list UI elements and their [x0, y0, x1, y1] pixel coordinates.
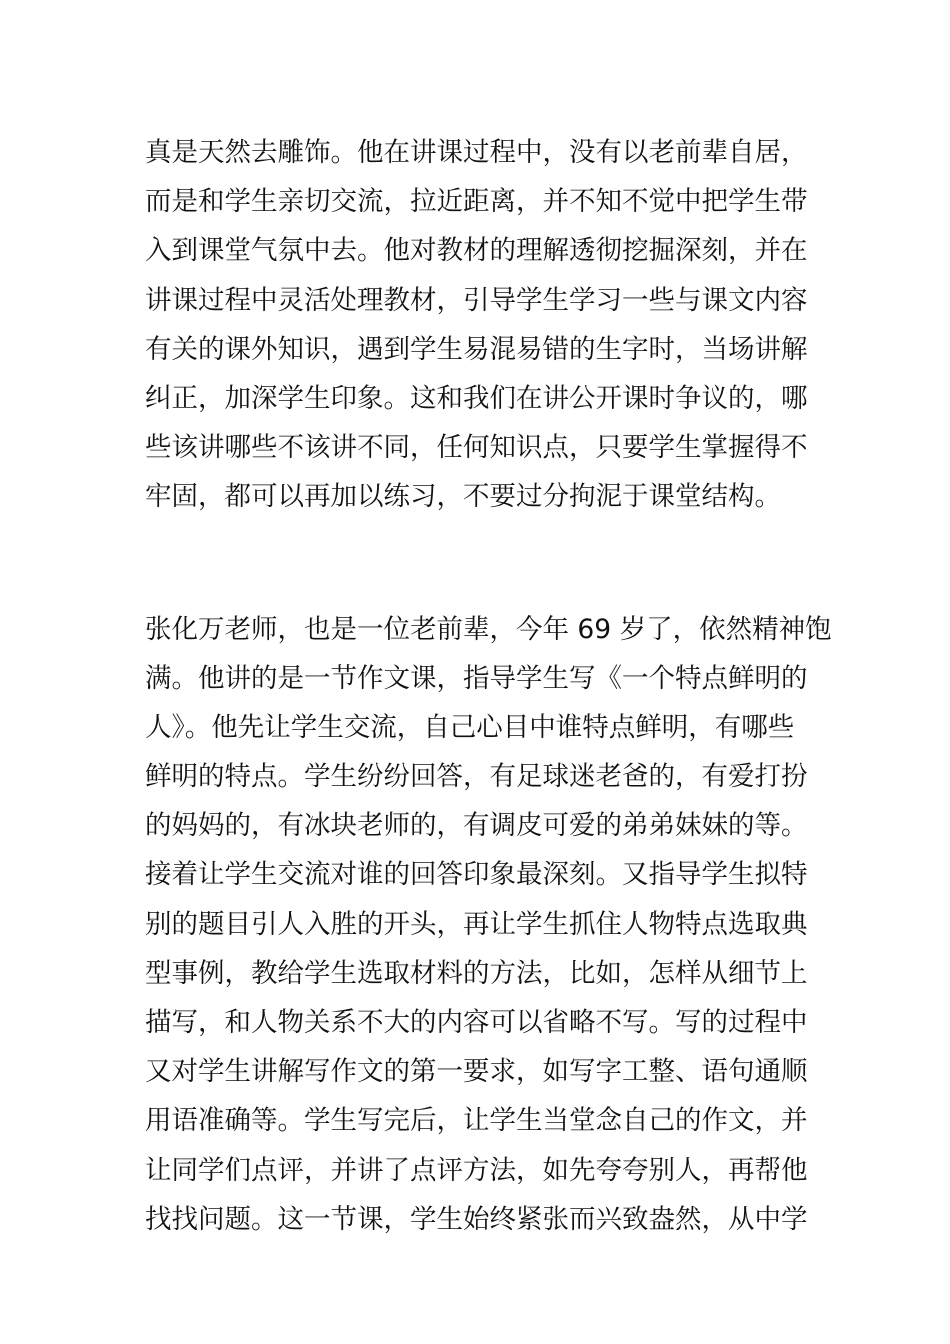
paragraph-line: 人》。他先让学生交流，自己心目中谁特点鲜明，有哪些: [145, 711, 795, 743]
paragraph-line: 又对学生讲解写作文的第一要求，如写字工整、语句通顺: [145, 1056, 808, 1088]
paragraph-line: 让同学们点评，并讲了点评方法，如先夸夸别人，再帮他: [145, 1154, 808, 1186]
paragraph-line: 找找问题。这一节课，学生始终紧张而兴致盎然，从中学: [145, 1203, 808, 1235]
paragraph-line: 满。他讲的是一节作文课，指导学生写《一个特点鲜明的: [145, 662, 808, 694]
paragraph-line: 真是天然去雕饰。他在讲课过程中，没有以老前辈自居，: [145, 137, 808, 168]
paragraph-line: 而是和学生亲切交流，拉近距离，并不知不觉中把学生带: [145, 186, 808, 218]
paragraph-line: 些该讲哪些不该讲不同，任何知识点，只要学生掌握得不: [145, 432, 808, 464]
paragraph-line: 牢固，都可以再加以练习，不要过分拘泥于课堂结构。: [145, 481, 781, 513]
paragraph-line: 用语准确等。学生写完后，让学生当堂念自己的作文，并: [145, 1105, 808, 1137]
paragraph-line: 别的题目引人入胜的开头，再让学生抓住人物特点选取典: [145, 908, 808, 940]
text-body: [145, 128, 832, 1244]
paragraph-line: 有关的课外知识，遇到学生易混易错的生字时，当场讲解: [145, 333, 808, 365]
paragraph-line: 鲜明的特点。学生纷纷回答，有足球迷老爸的，有爱打扮: [145, 761, 808, 793]
paragraph-line: 讲课过程中灵活处理教材，引导学生学习一些与课文内容: [145, 284, 808, 316]
paragraph-line: 纠正，加深学生印象。这和我们在讲公开课时争议的，哪: [145, 382, 808, 414]
paragraph-line: 接着让学生交流对谁的回答印象最深刻。又指导学生拟特: [145, 859, 808, 891]
paragraph-line: 型事例，教给学生选取材料的方法，比如，怎样从细节上: [145, 957, 808, 989]
paragraph-1: [145, 128, 815, 522]
paragraph-line: 入到课堂气氛中去。他对教材的理解透彻挖掘深刻，并在: [145, 235, 808, 267]
paragraph-line: 张化万老师，也是一位老前辈，今年 69 岁了，依然精神饱: [145, 613, 832, 645]
paragraph-2: [145, 605, 832, 1244]
paragraph-line: 描写，和人物关系不大的内容可以省略不写。写的过程中: [145, 1007, 808, 1038]
paragraph-line: 的妈妈的，有冰块老师的，有调皮可爱的弟弟妹妹的等。: [145, 810, 808, 842]
paragraph-spacer: [145, 522, 815, 605]
